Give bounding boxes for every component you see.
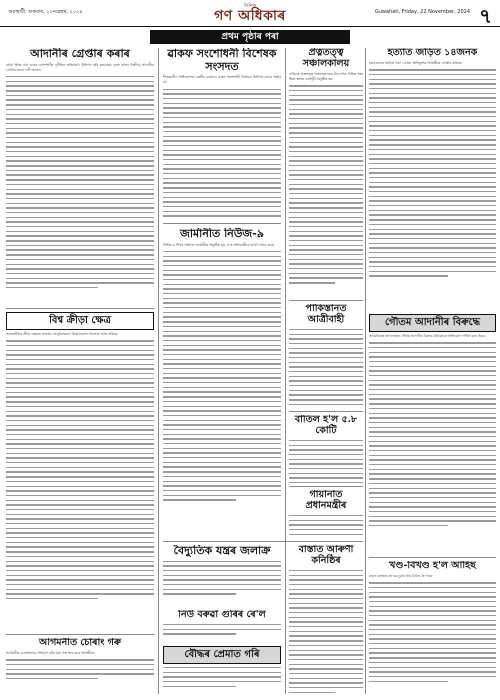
article-headline: হত্যাত জড়িত ১৪জনক <box>387 48 478 58</box>
article-divider <box>289 486 363 487</box>
article-body <box>289 329 363 408</box>
article-headline: বাতিল হ'ল ৫.৮ কোটি <box>294 415 358 436</box>
article-body <box>369 69 496 277</box>
article-lead: আমেৰিকাৰ আদালতত গৌতম আদানীৰ বিৰুদ্ধে উৎকোচৰ অভিযোগ দাখিল কৰা হৈছে। <box>369 334 486 338</box>
article-divider <box>289 300 363 301</box>
article-divider <box>6 634 154 635</box>
article-headline: জাৰ্মানীত নিউজ-৯ <box>180 228 264 240</box>
article-archaeology <box>289 48 363 296</box>
article-divider <box>289 411 363 412</box>
page-number: ৭ <box>478 4 492 28</box>
article-headline: আগমনীত চোৰাং গৰু <box>38 638 122 648</box>
article-waqf <box>163 48 281 220</box>
article-headline: ৱাকফ সংশোধনী বিশেষক সংসদত <box>167 48 277 73</box>
article-new-ballroom <box>163 610 281 642</box>
article-body <box>6 659 154 679</box>
article-body <box>163 624 281 635</box>
article-cancelled <box>289 415 363 483</box>
article-traditional <box>163 646 281 696</box>
article-headline: বিশ্ব ক্ৰীড়া ক্ষেত্ৰ <box>6 312 154 330</box>
article-lead: আন্তৰ্জাতিক ক্ৰীড়া ক্ষেত্ৰত ভাৰতৰ খেলুৱৈসকলে উল্লেখযোগ্য সফলতা লাভ কৰিছে। <box>6 332 118 336</box>
masthead-prefix: দৈনিক <box>243 3 257 9</box>
article-lead: প্ৰথম পৃষ্ঠাৰ পৰা ডাঙৰ কোম্পানীৰ দুৰ্নীতিৰ অভিযোগ উত্থাপন কৰি কংগ্ৰেছৰ নেতা ৰাহুল গান্ধীয়ে আদানীক গ্ৰেপ্তাৰ কৰাৰ দাবী জনায়। <box>6 62 154 72</box>
article-body <box>163 89 281 220</box>
article-body <box>369 582 496 682</box>
article-adani <box>6 48 154 306</box>
article-headline: খণ্ড-বিখণ্ড হ'ল আহিছ <box>389 561 476 571</box>
article-body <box>289 85 363 283</box>
article-body <box>289 440 363 483</box>
article-gautam-adani <box>369 314 496 554</box>
article-headline: আদানীৰ গ্ৰেপ্তাৰ কৰাৰ <box>30 48 130 60</box>
article-headline: গায়ানাত প্ৰধানমন্ত্ৰীৰ <box>305 490 347 511</box>
article-headline: বৌদ্ধৰ প্ৰেমাত গৰি <box>163 646 281 664</box>
article-body <box>163 667 281 687</box>
article-local-cow <box>6 638 154 696</box>
article-body <box>163 251 281 501</box>
article-headline: নিউ বৰুৱা গুৰিৰ ৰে'ল <box>178 610 266 620</box>
article-pm-guyana <box>289 490 363 538</box>
article-lead: প্ৰবল বতাহত বহু ঘৰ-দুৱাৰ খণ্ড-বিখণ্ড হৈ পৰে। <box>369 573 433 578</box>
article-divider <box>6 308 154 309</box>
article-world-athletics <box>6 312 154 630</box>
article-headline: গৌতম আদানীৰ বিৰুদ্ধে <box>369 314 496 332</box>
article-body <box>6 340 154 599</box>
header-date-bengali: গুৱাহাটী, শুকবাৰ, ২২নৱেম্বৰ, ২০২৪ <box>8 9 83 15</box>
article-divider <box>369 557 496 558</box>
header-date-english: Guwahati, Friday, 22 November, 2024 <box>374 9 470 15</box>
article-body <box>289 570 363 693</box>
article-headline: প্ৰত্নতত্ত্ব সঞ্চালকালয় <box>302 48 350 69</box>
article-germany-news9 <box>163 228 281 538</box>
article-lead: শীতকালীন অধিৱেশনত কেন্দ্ৰীয় চৰকাৰে ৱাকফ সংশোধনী বিধেয়ক উত্থাপন কৰাৰ সম্ভাৱনা। <box>163 75 281 85</box>
article-body <box>289 515 363 538</box>
page-header <box>0 0 500 27</box>
article-body <box>163 561 281 595</box>
article-lead: হত্যাকাণ্ডত জড়িত থকা ১৪জন অভিযুক্তক আৰক্ষীয়ে গ্ৰেপ্তাৰ কৰিছে। <box>369 60 463 65</box>
article-headline: পাকিস্তানত আত্ৰীবাহী <box>305 304 347 325</box>
article-divider <box>163 541 363 542</box>
article-murder <box>369 48 496 310</box>
article-body <box>6 76 154 288</box>
masthead <box>200 3 300 23</box>
article-lead: ৰাজ্যিক প্ৰত্নতত্ত্ব সঞ্চালকালয়ৰ উদ্যোগত বিভিন্ন সংৰক্ষিত স্থানত কাৰ্যসূচী অনুষ্ঠিত হয়। <box>289 71 363 82</box>
article-lead: নিউজ-৯ শিখৰ সন্মিলন জাৰ্মানীত অনুষ্ঠিত হয়, য'ত প্ৰধানমন্ত্ৰীয়ে ভাষণ প্ৰদান কৰে। <box>163 242 275 247</box>
section-banner: প্ৰথম পৃষ্ঠাৰ পৰা <box>150 30 350 44</box>
article-tools-crisis <box>369 561 496 696</box>
article-lead: আগমনীত চোৰাংভাৱে পৰিবহণ কৰি থকা গৰু জব্দ কৰে আৰক্ষীয়ে। <box>6 650 96 655</box>
article-conference <box>289 545 363 695</box>
masthead-title: গণ অধিকাৰ <box>214 8 286 24</box>
column-rule <box>365 48 366 694</box>
article-divider <box>163 223 281 224</box>
article-body <box>369 342 496 526</box>
article-electric-grid <box>163 545 281 605</box>
column-rule <box>285 48 286 694</box>
column-rule <box>158 48 159 694</box>
article-headline: বাস্তাত আৰুণী কনিষ্ঠিৰ <box>298 545 354 566</box>
article-pakistan <box>289 304 363 408</box>
article-headline: বৈদ্যুতিক যন্ত্ৰৰ জলাক্ৰ <box>173 545 271 557</box>
